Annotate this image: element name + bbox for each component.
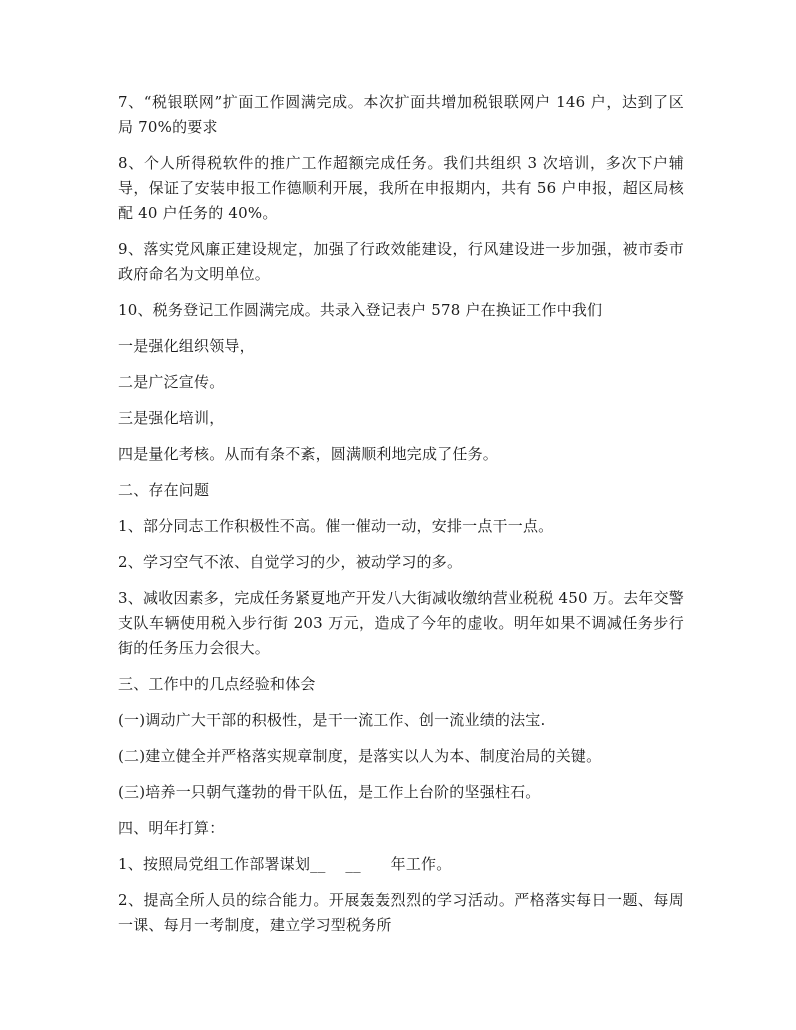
paragraph-point-4: 四是量化考核。从而有条不紊，圆满顺利地完成了任务。 [118, 445, 499, 463]
paragraph-item-10: 10、税务登记工作圆满完成。共录入登记表户 578 户在换证工作中我们 [118, 301, 603, 319]
paragraph-problem-2: 2、学习空气不浓、自觉学习的少，被动学习的多。 [118, 553, 463, 571]
paragraph-experience-2: (二)建立健全并严格落实规章制度，是落实以人为本、制度治局的关键。 [118, 747, 602, 765]
paragraph-point-2: 二是广泛宣传。 [118, 373, 225, 391]
paragraph-plan-1: 1、按照局党组工作部署谋划__ __ 年工作。 [118, 855, 452, 873]
paragraph-point-1: 一是强化组织领导， [118, 337, 255, 355]
section-heading-problems: 二、存在问题 [118, 481, 210, 499]
paragraph-experience-3: (三)培养一只朝气蓬勃的骨干队伍，是工作上台阶的坚强柱石。 [118, 783, 541, 801]
paragraph-point-3: 三是强化培训， [118, 409, 225, 427]
document-body [118, 90, 684, 949]
paragraph-item-9: 9、落实党风廉正建设规定，加强了行政效能建设，行风建设进一步加强，被市委市政府命名为文明单位。 [118, 240, 684, 283]
paragraph-experience-1: (一)调动广大干部的积极性，是干一流工作、创一流业绩的法宝. [118, 711, 546, 729]
section-heading-experience: 三、工作中的几点经验和体会 [118, 675, 316, 693]
paragraph-plan-2: 2、提高全所人员的综合能力。开展轰轰烈烈的学习活动。严格落实每日一题、每周一课、每月一考制度，建立学习型税务所 [118, 891, 684, 934]
paragraph-problem-1: 1、部分同志工作积极性不高。催一催动一动，安排一点干一点。 [118, 517, 554, 535]
paragraph-item-7: 7、“税银联网”扩面工作圆满完成。本次扩面共增加税银联网户 146 户，达到了区局 70%的要求 [118, 93, 684, 136]
paragraph-problem-3: 3、减收因素多，完成任务紧夏地产开发八大街减收缴纳营业税税 450 万。去年交警支队车辆使用税入步行街 203 万元，造成了今年的虚收。明年如果不调减任务步行街的任务压力会很大。 [118, 589, 684, 657]
section-heading-plan: 四、明年打算： [118, 819, 225, 837]
paragraph-item-8: 8、个人所得税软件的推广工作超额完成任务。我们共组织 3 次培训，多次下户辅导，保证了安装申报工作德顺利开展，我所在申报期内，共有 56 户申报，超区局核配 40 户任务的 40%。 [118, 154, 684, 222]
